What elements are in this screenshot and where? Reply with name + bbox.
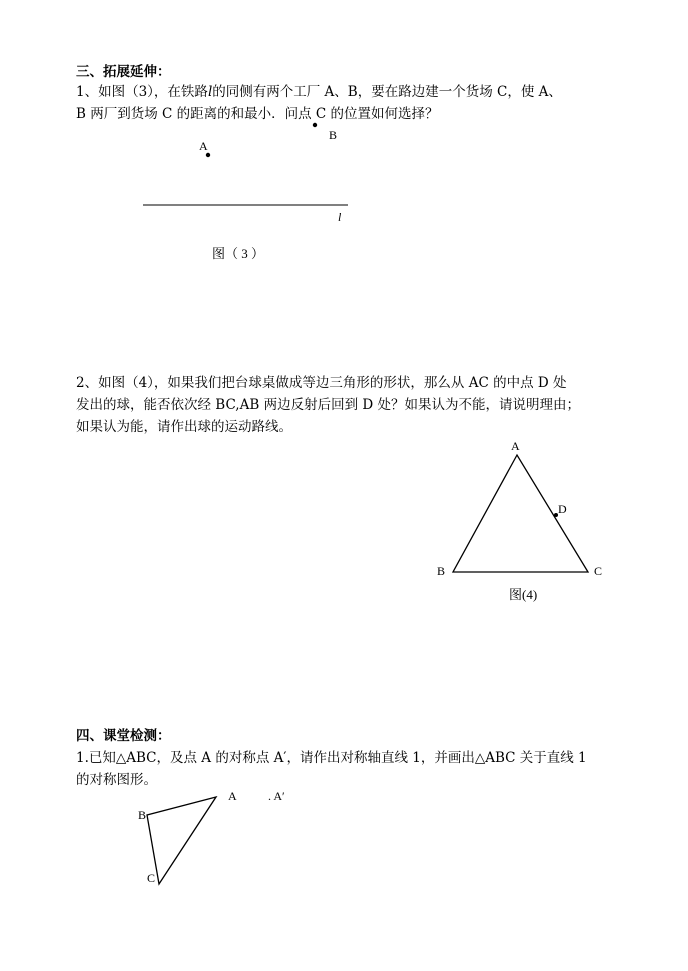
label-a-prime-fig5: . A′ [268, 789, 285, 803]
label-a-fig4: A [511, 439, 520, 453]
label-d-fig4: D [558, 502, 567, 516]
caption-fig3: 图（ 3 ） [212, 246, 265, 261]
label-c-fig5: C [147, 871, 156, 885]
q1-line-2: B 两厂到货场 C 的距离的和最小．问点 C 的位置如何选择？ [76, 106, 439, 122]
section-3-heading: 三、拓展延伸： [76, 64, 171, 80]
s4-q1-line-1: 1.已知△ABC，及点 A 的对称点 A′，请作出对称轴直线 1，并画出△ABC 关于直线 1 [76, 750, 587, 766]
label-a-fig3: A [199, 139, 208, 153]
label-c-fig4: C [594, 564, 603, 578]
q1-line-1-var: l [207, 84, 213, 100]
triangle-abc-fig4 [453, 455, 588, 572]
q1-line-1-post: 的同侧有两个工厂 A、B，要在路边建一个货场 C，使 A、 [212, 84, 562, 100]
q1-line-1-pre: 1、如图（3），在铁路 [76, 84, 208, 100]
label-l-fig3: l [338, 210, 342, 224]
label-b-fig5: B [138, 808, 147, 822]
section-4-heading: 四、课堂检测： [76, 728, 171, 744]
label-a-fig5: A [228, 789, 237, 803]
triangle-abc-fig5 [147, 797, 216, 884]
label-b-fig3: B [329, 128, 338, 142]
label-b-fig4: B [437, 564, 446, 578]
s4-q1-line-2: 的对称图形。 [76, 772, 157, 788]
q2-line-3: 如果认为能，请作出球的运动路线。 [76, 419, 292, 435]
point-b-dot [313, 123, 317, 127]
caption-fig4: 图(4) [509, 587, 538, 602]
q2-line-1: 2、如图（4），如果我们把台球桌做成等边三角形的形状，那么从 AC 的中点 D 处 [76, 375, 567, 391]
q2-line-2: 发出的球，能否依次经 BC,AB 两边反射后回到 D 处？如果认为不能，请说明理由； [76, 397, 580, 413]
